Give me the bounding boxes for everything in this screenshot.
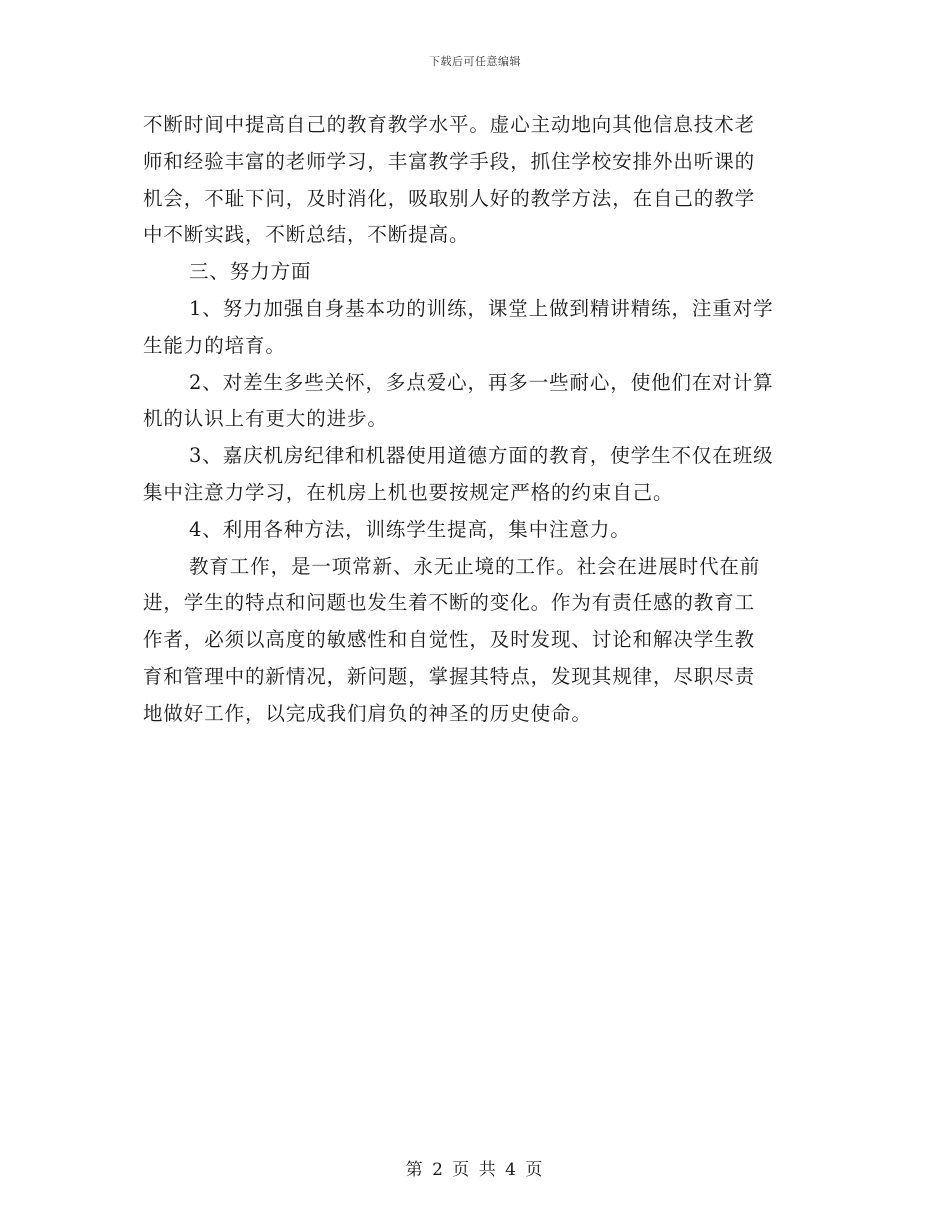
text-line: 教育工作，是一项常新、永无止境的工作。社会在进展时代在前 xyxy=(189,554,761,578)
text-line: 集中注意力学习，在机房上机也要按规定严格的约束自己。 xyxy=(143,480,674,504)
text-line: 1、努力加强自身基本功的训练，课堂上做到精讲精练，注重对学 xyxy=(189,296,774,320)
text-line: 机的认识上有更大的进步。 xyxy=(143,407,388,431)
page-header: 下载后可任意编辑 xyxy=(429,55,521,68)
text-line: 中不断实践，不断总结，不断提高。 xyxy=(143,223,470,247)
text-line: 作者，必须以高度的敏感性和自觉性，及时发现、讨论和解决学生教 xyxy=(143,628,756,652)
text-line: 师和经验丰富的老师学习，丰富教学手段，抓住学校安排外出听课的 xyxy=(143,149,756,173)
body-text xyxy=(143,107,811,733)
text-line: 进，学生的特点和问题也发生着不断的变化。作为有责任感的教育工 xyxy=(143,591,756,615)
text-line: 生能力的培育。 xyxy=(143,333,286,357)
text-line: 地做好工作，以完成我们肩负的神圣的历史使命。 xyxy=(143,701,592,725)
page-number-footer: 第 2 页 共 4 页 xyxy=(405,1160,545,1180)
text-line: 3、嘉庆机房纪律和机器使用道德方面的教育，使学生不仅在班级 xyxy=(189,444,774,468)
section-heading: 三、努力方面 xyxy=(189,260,312,284)
text-line: 4、利用各种方法，训练学生提高，集中注意力。 xyxy=(189,517,631,541)
text-line: 2、对差生多些关怀，多点爱心，再多一些耐心，使他们在对计算 xyxy=(189,370,774,394)
text-line: 育和管理中的新情况，新问题，掌握其特点，发现其规律，尽职尽责 xyxy=(143,664,756,688)
text-line: 机会，不耻下问，及时消化，吸取别人好的教学方法，在自己的教学 xyxy=(143,186,756,210)
text-line: 不断时间中提高自己的教育教学水平。虚心主动地向其他信息技术老 xyxy=(143,113,756,136)
